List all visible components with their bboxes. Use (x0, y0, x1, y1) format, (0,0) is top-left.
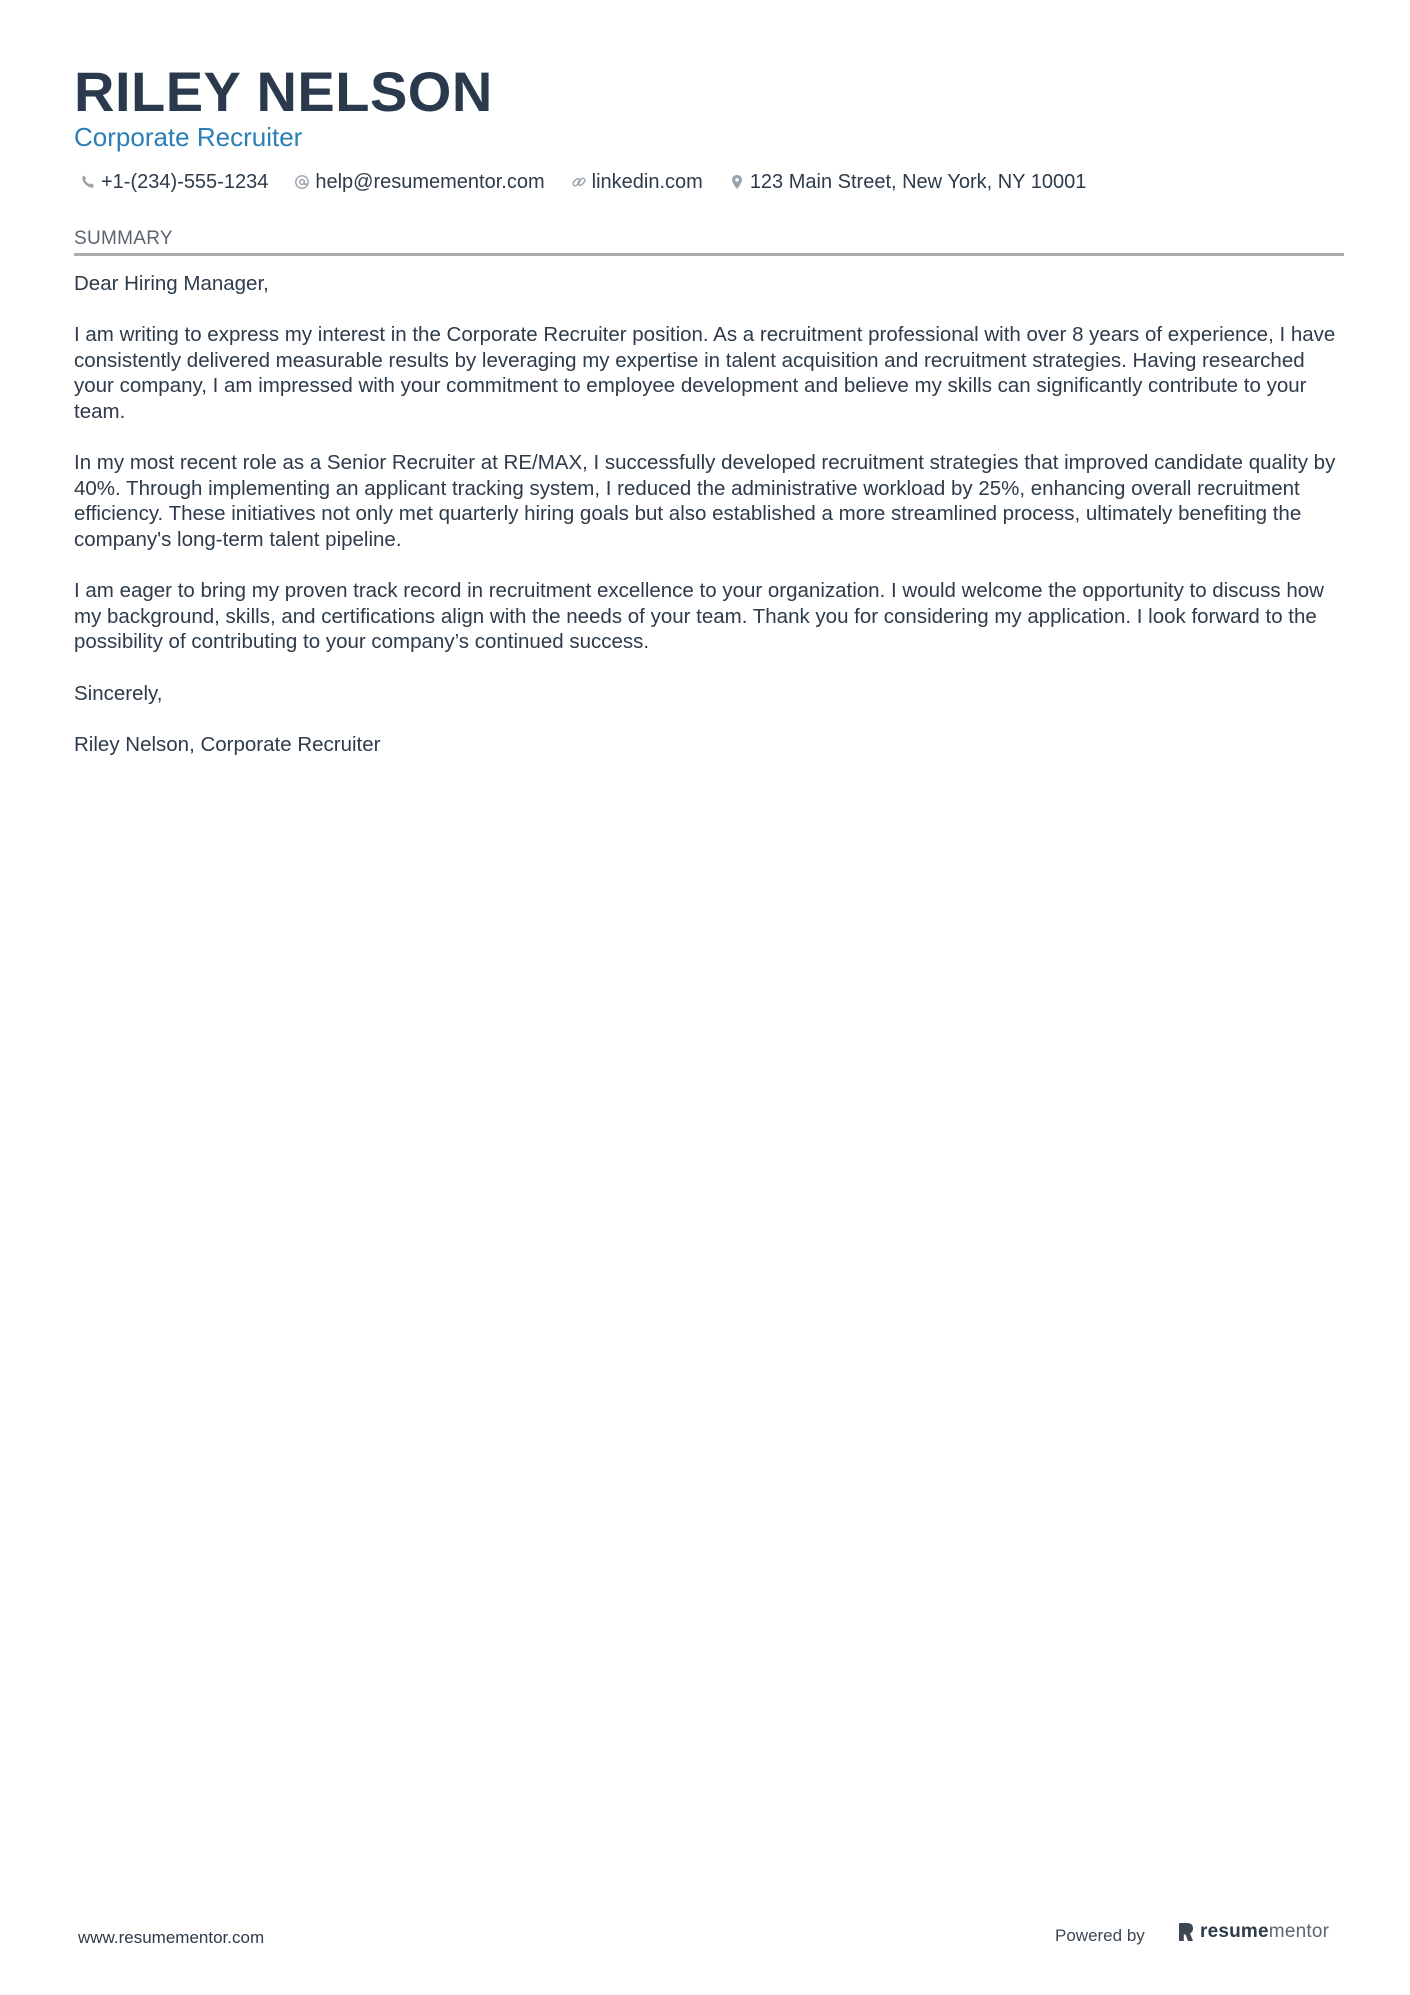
phone-text: +1-(234)-555-1234 (101, 171, 269, 193)
section-title: SUMMARY (74, 228, 173, 249)
address-text: 123 Main Street, New York, NY 10001 (749, 171, 1087, 193)
link-icon (571, 174, 587, 190)
letter-closing: Sincerely, (74, 681, 163, 705)
contact-link[interactable] (571, 167, 703, 197)
letter-greeting: Dear Hiring Manager, (74, 272, 269, 295)
email-text: help@resumementor.com (315, 171, 545, 193)
letter-paragraph: In my most recent role as a Senior Recruiter at RE/MAX, I successfully developed recruitment strategies that improved candidate quality by 40%. Through implementing an applicant tracking system, I reduced the administrative workload by 25%, enhancing overall recruitment efficiency. These initiatives not only met quarterly hiring goals but also established a more streamlined process, ultimately benefiting the company's long-term talent pipeline. (74, 451, 1336, 551)
contact-address (729, 167, 1087, 197)
contact-phone[interactable] (80, 167, 268, 197)
contact-email[interactable] (294, 167, 544, 197)
section-divider (74, 253, 1344, 256)
letter-paragraph: I am writing to express my interest in the Corporate Recruiter position. As a recruitment professional with over 8 years of experience, I have consistently delivered measurable results by leveraging my expertise in talent acquisition and recruitment strategies. Having researched your company, I am impressed with your commitment to employee development and believe my skills can significantly contribute to your team. (74, 323, 1336, 423)
brand-wordmark (1200, 1921, 1329, 1943)
link-text: linkedin.com (591, 171, 703, 193)
brand-light: mentor (1268, 1921, 1330, 1942)
phone-icon (80, 174, 96, 190)
cover-letter-body (74, 271, 1344, 783)
resumementor-logo-icon (1178, 1922, 1194, 1942)
letter-paragraph: I am eager to bring my proven track record in recruitment excellence to your organization. I would welcome the opportunity to discuss how my background, skills, and certifications align with the needs of your team. Thank you for considering my application. I look forward to the possibility of contributing to your company’s continued success. (74, 579, 1324, 654)
at-icon (294, 174, 310, 190)
contact-bar (80, 167, 1086, 197)
candidate-role: Corporate Recruiter (74, 122, 303, 152)
powered-by-label: Powered by (1055, 1926, 1145, 1945)
resumementor-logo[interactable] (1178, 1921, 1329, 1943)
candidate-name: RILEY NELSON (74, 60, 493, 123)
letter-signature: Riley Nelson, Corporate Recruiter (74, 732, 381, 756)
footer-url[interactable]: www.resumementor.com (78, 1928, 265, 1947)
brand-bold: resume (1200, 1921, 1269, 1942)
location-pin-icon (729, 174, 745, 190)
